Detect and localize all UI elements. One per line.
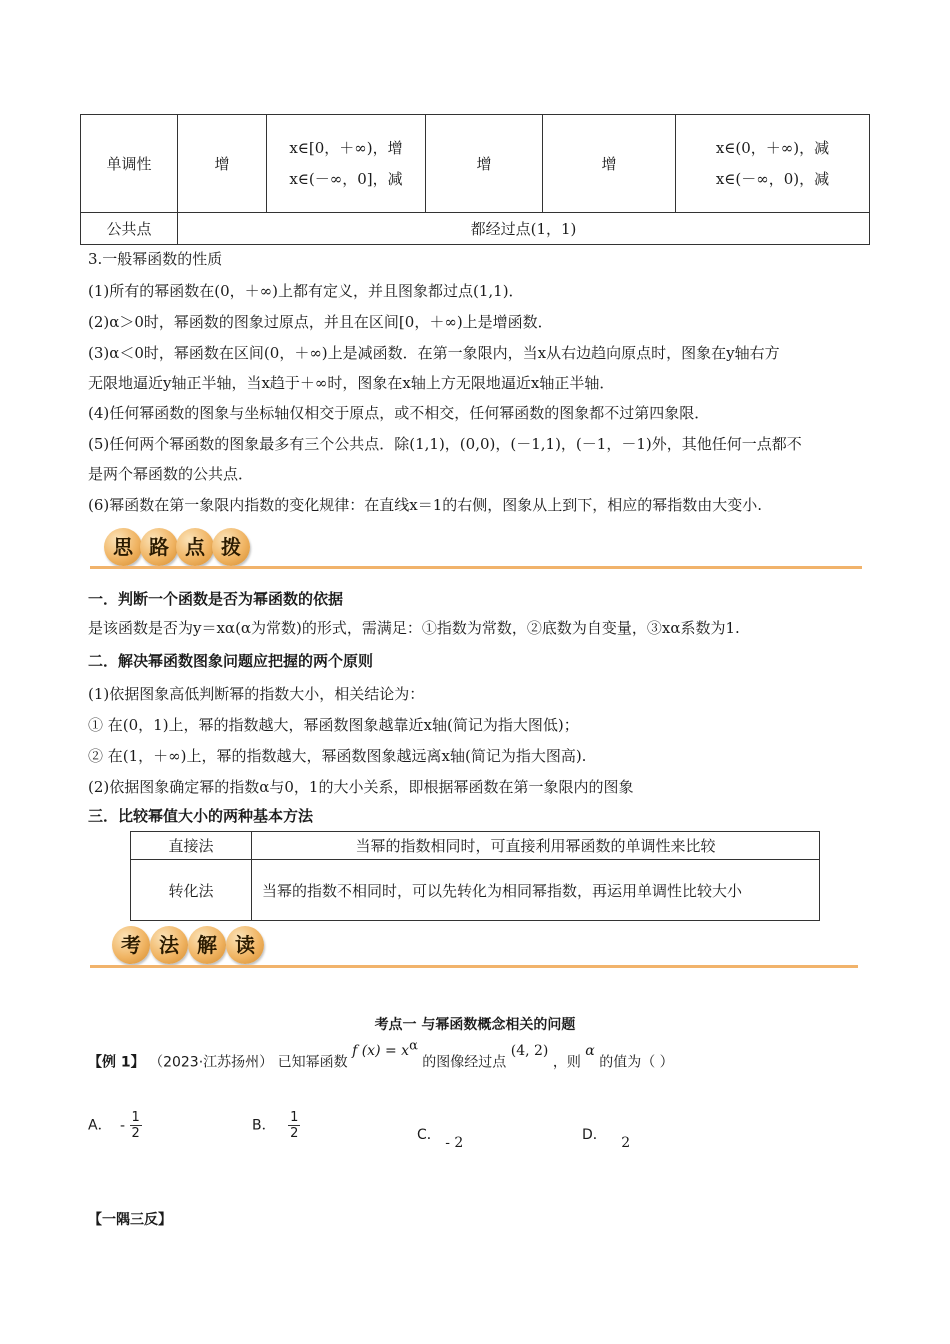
table-cell: 增 — [426, 115, 543, 213]
denominator: 2 — [290, 1126, 299, 1141]
question-text: 的图像经过点 — [422, 1054, 507, 1071]
banner-underline — [90, 566, 862, 569]
property-item: 是两个幂函数的公共点． — [88, 465, 254, 483]
denominator: 2 — [131, 1126, 140, 1141]
property-item: (1)所有的幂函数在(0，＋∞)上都有定义，并且图象都过点(1,1)． — [88, 282, 524, 300]
option-label: D． — [582, 1127, 607, 1143]
cell-line: x∈(－∞，0)，减 — [715, 169, 830, 188]
banner-char: 解 — [188, 926, 226, 964]
section-title: 3.一般幂函数的性质 — [88, 250, 223, 268]
banner-char: 点 — [176, 528, 214, 566]
cell-line: x∈(0，＋∞)，减 — [715, 138, 830, 157]
property-item: (3)α＜0时，幂函数在区间(0，＋∞)上是减函数．在第一象限内，当x从右边趋向原点时，图象在y轴右方 — [88, 344, 780, 362]
formula-exponent: α — [409, 1038, 418, 1053]
property-item: 无限地逼近y轴正半轴，当x趋于＋∞时，图象在x轴上方无限地逼近x轴正半轴． — [88, 374, 615, 392]
topic-title: 考点一 与幂函数概念相关的问题 — [374, 1017, 576, 1033]
numerator: 1 — [290, 1110, 299, 1125]
formula — [352, 1038, 418, 1059]
example-question — [88, 1038, 674, 1072]
option-label: C． — [417, 1127, 441, 1143]
table-cell: 增 — [178, 115, 267, 213]
fraction — [130, 1110, 142, 1141]
practice-label: 【一隅三反】 — [88, 1212, 172, 1228]
banner-char: 考 — [112, 926, 150, 964]
example-tag: 【例 1】 — [88, 1054, 145, 1071]
property-item: (5)任何两个幂函数的图象最多有三个公共点．除(1,1)，(0,0)，(－1,1)，(－1，－1)外，其他任何一点都不 — [88, 435, 802, 453]
row-label-monotonicity: 单调性 — [81, 115, 178, 213]
paragraph: ① 在(0，1)上，幂的指数越大，幂函数图象越靠近x轴(简记为指大图低)； — [88, 716, 579, 734]
option-a[interactable] — [88, 1110, 142, 1141]
paragraph: ② 在(1，＋∞)上，幂的指数越大，幂函数图象越远离x轴(简记为指大图高). — [88, 747, 587, 765]
option-c[interactable] — [417, 1124, 464, 1151]
method-desc: 当幂的指数相同时，可直接利用幂函数的单调性来比较 — [252, 832, 820, 860]
table-cell — [267, 115, 426, 213]
merged-cell: 都经过点(1，1) — [178, 213, 870, 245]
option-value: 2 — [621, 1135, 631, 1151]
banner-underline — [90, 965, 858, 968]
cell-line: x∈(－∞，0]，减 — [289, 169, 403, 188]
method-name: 转化法 — [131, 860, 252, 921]
table-row — [131, 860, 820, 921]
option-d[interactable] — [582, 1124, 631, 1151]
table-cell — [676, 115, 870, 213]
heading: 一．判断一个函数是否为幂函数的依据 — [88, 590, 344, 608]
example-source: （2023·江苏扬州） — [149, 1054, 274, 1071]
banner-char: 路 — [140, 528, 178, 566]
property-item: (4)任何幂函数的图象与坐标轴仅相交于原点，或不相交，任何幂函数的图象都不过第四象限． — [88, 404, 710, 422]
numerator: 1 — [131, 1110, 140, 1125]
option-label: B． — [252, 1117, 276, 1134]
banner-char: 思 — [104, 528, 142, 566]
option-label: A． — [88, 1117, 112, 1134]
banner-char: 法 — [150, 926, 188, 964]
heading: 三．比较幂值大小的两种基本方法 — [88, 807, 314, 825]
method-desc: 当幂的指数不相同时，可以先转化为相同幂指数，再运用单调性比较大小 — [252, 860, 820, 921]
cell-line: x∈[0，＋∞)，增 — [289, 138, 403, 157]
heading: 二．解决幂函数图象问题应把握的两个原则 — [88, 652, 374, 670]
paragraph: (1)依据图象高低判断幂的指数大小，相关结论为： — [88, 685, 425, 703]
fraction — [288, 1110, 300, 1141]
table-row — [131, 832, 820, 860]
table-row — [81, 213, 870, 245]
power-function-property-table — [80, 114, 870, 245]
paragraph: 是该函数是否为y＝xα(α为常数)的形式，需满足：①指数为常数，②底数为自变量，③xα系数为1. — [88, 619, 740, 637]
option-b[interactable] — [252, 1110, 300, 1141]
alpha-symbol: α — [585, 1042, 595, 1059]
formula-lhs: f (x) = x — [352, 1042, 410, 1059]
option-sign: - — [120, 1117, 126, 1134]
paragraph: (2)依据图象确定幂的指数α与0，1的大小关系，即根据幂函数在第一象限内的图象 — [88, 778, 634, 796]
option-value: - 2 — [445, 1135, 464, 1151]
point: (4, 2) — [510, 1042, 549, 1059]
table-cell: 增 — [543, 115, 676, 213]
comparison-method-table — [130, 831, 820, 921]
banner-char: 拨 — [212, 528, 250, 566]
method-name: 直接法 — [131, 832, 252, 860]
question-text: ，则 — [552, 1054, 581, 1071]
banner-char: 读 — [226, 926, 264, 964]
table-row — [81, 115, 870, 213]
property-item: (2)α＞0时，幂函数的图象过原点，并且在区间[0，＋∞)上是增函数． — [88, 313, 553, 331]
question-text: 已知幂函数 — [277, 1054, 348, 1071]
question-text: 的值为（ ） — [599, 1054, 674, 1071]
property-item: (6)幂函数在第一象限内指数的变化规律：在直线x＝1的右侧，图象从上到下，相应的幂指数由大变小. — [88, 496, 763, 514]
row-label-common-point: 公共点 — [81, 213, 178, 245]
